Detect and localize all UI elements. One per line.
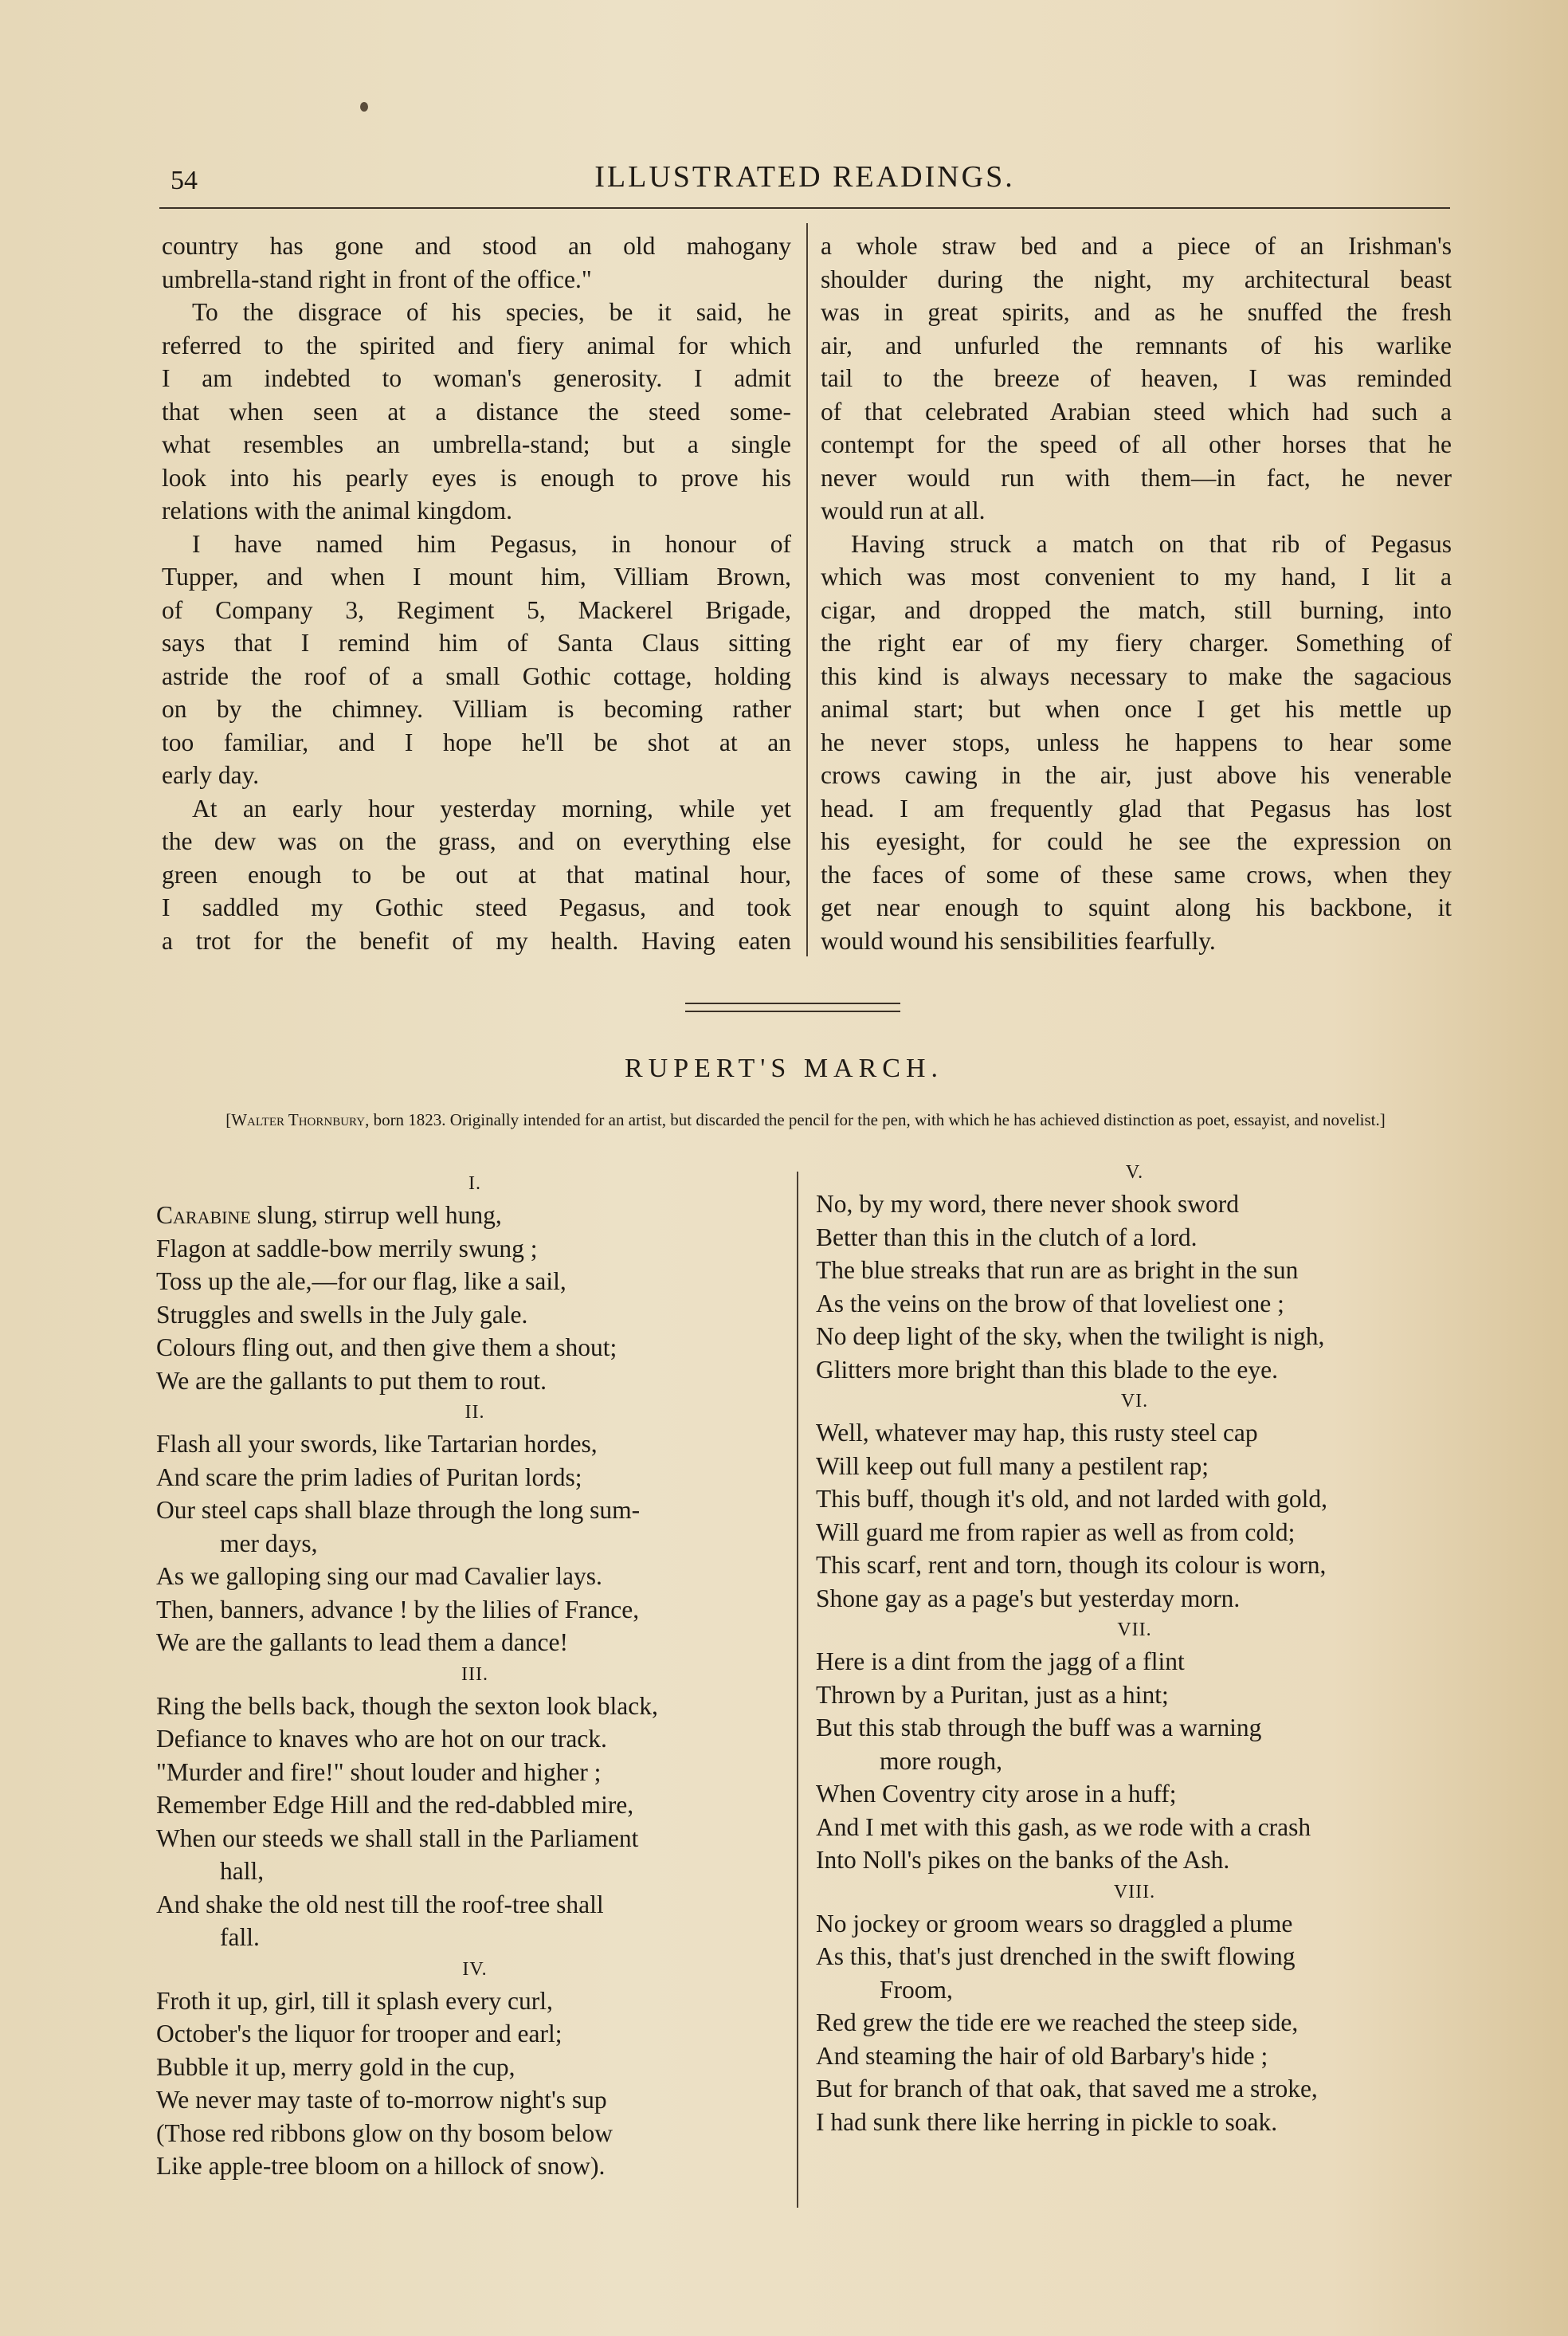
verse-line: [816, 1416, 1453, 1450]
text-line: To the disgrace of his species, be it said, he: [192, 298, 791, 326]
verse-line: [156, 1888, 794, 1922]
verse-text: Into Noll's pikes on the banks of the Ash.: [816, 1846, 1230, 1874]
text-line: was in great spirits, and as he snuffed the fresh: [821, 298, 1452, 326]
paragraph: [162, 230, 791, 296]
text-line: the dew was on the grass, and on everything else: [162, 827, 791, 855]
verse-text: Ring the bells back, though the sexton look black,: [156, 1691, 658, 1720]
verse-line: [156, 2083, 794, 2117]
verse-text: As the veins on the brow of that loveliest one ;: [816, 1289, 1284, 1317]
text-line: I saddled my Gothic steed Pegasus, and took: [162, 893, 791, 921]
text-line: astride the roof of a small Gothic cottage, holding: [162, 662, 791, 690]
verse-line: [156, 2051, 794, 2084]
verse-line: [156, 1593, 794, 1627]
verse-line: [816, 2106, 1453, 2139]
text-line: At an early hour yesterday morning, while yet: [192, 794, 791, 823]
text-line: I am indebted to woman's generosity. I admit: [162, 364, 791, 392]
verse-text: Froth it up, girl, till it splash every curl,: [156, 1986, 553, 2015]
verse-line: [816, 1940, 1453, 1973]
paragraph: [821, 230, 1452, 528]
verse-line: [816, 2072, 1453, 2106]
verse-text: Like apple-tree bloom on a hillock of snow).: [156, 2152, 606, 2180]
verse-text: Struggles and swells in the July gale.: [156, 1300, 528, 1329]
text-line: what resembles an umbrella-stand; but a single: [162, 430, 791, 458]
text-line: which was most convenient to my hand, I lit a: [821, 563, 1452, 591]
verse-line: [156, 1232, 794, 1266]
verse-text: Flagon at saddle-bow merrily swung ;: [156, 1234, 538, 1262]
verse-line: [816, 1320, 1453, 1353]
verse-line: [816, 2040, 1453, 2073]
verse-text: "Murder and fire!" shout louder and higher ;: [156, 1757, 602, 1786]
verse-line: [156, 1985, 794, 2018]
verse-text: When our steeds we shall stall in the Parliament: [156, 1824, 639, 1852]
verse-text: But this stab through the buff was a warning: [816, 1714, 1262, 1741]
page-number: 54: [171, 166, 198, 195]
verse-line: [816, 1516, 1453, 1549]
author-note-text: , born 1823. Originally intended for an artist, but discarded the pencil for the pen, with which he has achieved distinction as poet, essayist, and novelist.]: [365, 1110, 1386, 1129]
verse-line: [156, 1822, 794, 1855]
verse-line: [816, 1811, 1453, 1844]
text-line: his eyesight, for could he see the expression on: [821, 827, 1452, 855]
verse-line: [156, 1690, 794, 1723]
small-caps-word: Carabine: [156, 1201, 251, 1229]
verse-line: [156, 2117, 794, 2150]
verse-text: Toss up the ale,—for our flag, like a sail,: [156, 1267, 566, 1295]
text-line: tail to the breeze of heaven, I was reminded: [821, 364, 1452, 392]
text-line: the faces of some of these same crows, when they: [821, 860, 1452, 889]
verse-text: Colours fling out, and then give them a shout;: [156, 1333, 617, 1361]
text-line: I have named him Pegasus, in honour of: [192, 529, 791, 558]
verse-line: [816, 1843, 1453, 1877]
author-note: [Walter Thornbury, born 1823. Originally intended for an artist, but discarded the pencil for the pen, with which he has achieved distinction as poet, essayist, and novelist.]: [225, 1110, 1386, 1129]
stanza-number: I.: [468, 1173, 481, 1194]
verse-line: [156, 1560, 794, 1593]
text-line: animal start; but when once I get his mettle up: [821, 695, 1452, 723]
running-title: ILLUSTRATED READINGS.: [594, 160, 1015, 194]
text-line: umbrella-stand right in front of the office.": [162, 265, 592, 293]
text-line: get near enough to squint along his backbone, it: [821, 893, 1452, 921]
verse-line: [816, 1777, 1453, 1811]
verse-text: Shone gay as a page's but yesterday morn.: [816, 1584, 1241, 1612]
text-line: country has gone and stood an old mahogany: [162, 232, 791, 260]
verse-line: [156, 1331, 794, 1364]
text-line: a whole straw bed and a piece of an Irishman's: [821, 232, 1452, 260]
verse-text: Remember Edge Hill and the red-dabbled mire,: [156, 1791, 634, 1819]
text-line: air, and unfurled the remnants of his warlike: [821, 331, 1452, 359]
verse-line: [816, 1907, 1453, 1941]
text-line: that when seen at a distance the steed some-: [162, 397, 791, 426]
verse-line: [816, 1450, 1453, 1483]
verse-text: more rough,: [880, 1746, 1002, 1775]
text-line: contempt for the speed of all other horses that he: [821, 430, 1452, 458]
text-line: this kind is always necessary to make the sagacious: [821, 662, 1452, 690]
verse-text: hall,: [220, 1857, 265, 1885]
text-line: a trot for the benefit of my health. Having eaten: [162, 926, 791, 955]
section-rule-top: [685, 1003, 900, 1004]
text-line: he never stops, unless he happens to hear some: [821, 728, 1452, 756]
text-line: on by the chimney. Villiam is becoming rather: [162, 695, 791, 723]
verse-text: Our steel caps shall blaze through the long sum-: [156, 1496, 641, 1524]
prose-column-left: [162, 230, 791, 957]
running-header: [159, 159, 1450, 199]
stanza-number: VII.: [1117, 1619, 1152, 1640]
verse-line: [156, 1494, 794, 1527]
verse-line: [156, 1722, 794, 1756]
paragraph: [162, 792, 791, 958]
verse-text: As we galloping sing our mad Cavalier lays.: [156, 1562, 602, 1590]
verse-text: No deep light of the sky, when the twilight is nigh,: [816, 1322, 1325, 1350]
paragraph: [821, 528, 1452, 958]
text-line: crows cawing in the air, just above his venerable: [821, 761, 1452, 789]
verse-text: And I met with this gash, as we rode with a crash: [816, 1812, 1311, 1841]
verse-text: We are the gallants to put them to rout.: [156, 1366, 547, 1395]
verse-line: [156, 1921, 794, 1954]
header-rule: [159, 207, 1450, 209]
text-line: never would run with them—in fact, he never: [821, 463, 1452, 492]
verse-text: This buff, though it's old, and not larded with gold,: [816, 1485, 1328, 1513]
verse-text: Better than this in the clutch of a lord.: [816, 1223, 1198, 1251]
verse-text: Then, banners, advance ! by the lilies of France,: [156, 1595, 640, 1623]
text-line: too familiar, and I hope he'll be shot at an: [162, 728, 791, 756]
text-line: of that celebrated Arabian steed which had such a: [821, 397, 1452, 426]
verse-text: And shake the old nest till the roof-tree shall: [156, 1890, 604, 1918]
verse-text: I had sunk there like herring in pickle to soak.: [816, 2107, 1278, 2136]
verse-text: Here is a dint from the jagg of a flint: [816, 1647, 1185, 1675]
stanza-number: IV.: [462, 1958, 488, 1980]
text-line: relations with the animal kingdom.: [162, 497, 513, 524]
verse-line: [816, 1482, 1453, 1516]
verse-line: [816, 1973, 1453, 2007]
verse-text: Will guard me from rapier as well as from cold;: [816, 1517, 1296, 1546]
verse-line: [156, 1298, 794, 1332]
verse-line: [156, 2017, 794, 2051]
verse-line: [156, 2150, 794, 2183]
verse-text: No, by my word, there never shook sword: [816, 1190, 1240, 1218]
verse-text: Red grew the tide ere we reached the steep side,: [816, 2008, 1299, 2036]
text-line: of Company 3, Regiment 5, Mackerel Brigade,: [162, 595, 791, 624]
text-line: says that I remind him of Santa Claus sitting: [162, 629, 791, 657]
verse-text: fall.: [220, 1923, 260, 1951]
stanza-number: II.: [465, 1402, 485, 1423]
text-line: early day.: [162, 761, 260, 789]
verse-line: [816, 1287, 1453, 1321]
stanza-number: III.: [461, 1663, 488, 1685]
verse-text: Flash all your swords, like Tartarian hordes,: [156, 1430, 598, 1458]
paragraph: [162, 296, 791, 528]
verse-text: We are the gallants to lead them a dance!: [156, 1628, 568, 1656]
verse-line: [816, 1745, 1453, 1778]
verse-text: (Those red ribbons glow on thy bosom below: [156, 2118, 613, 2147]
verse-text: Carabine slung, stirrup well hung,: [156, 1201, 502, 1229]
verse-line: [816, 1549, 1453, 1582]
stanza-number: V.: [1125, 1162, 1144, 1183]
verse-line: [816, 1254, 1453, 1287]
verse-line: [816, 1711, 1453, 1745]
verse-text: Well, whatever may hap, this rusty steel cap: [816, 1419, 1258, 1447]
verse-text: And scare the prim ladies of Puritan lords;: [156, 1462, 582, 1491]
text-line: the right ear of my fiery charger. Something of: [821, 629, 1452, 657]
text-line: green enough to be out at that matinal hour,: [162, 860, 791, 889]
section-rule-bottom: [685, 1011, 900, 1012]
text-line: cigar, and dropped the match, still burning, into: [821, 595, 1452, 624]
verse-text: Will keep out full many a pestilent rap;: [816, 1451, 1209, 1480]
text-line: head. I am frequently glad that Pegasus has lost: [821, 794, 1452, 823]
verse-line: [816, 1582, 1453, 1616]
paragraph: [162, 528, 791, 792]
ink-speck: [360, 102, 368, 112]
verse-text: The blue streaks that run are as bright in the sun: [816, 1256, 1299, 1284]
verse-line: [156, 1427, 794, 1461]
stanza-number: VIII.: [1113, 1881, 1156, 1902]
poem-title: RUPERT'S MARCH.: [624, 1054, 944, 1083]
verse-text: When Coventry city arose in a huff;: [816, 1780, 1177, 1808]
verse-text: We never may taste of to-morrow night's sup: [156, 2086, 607, 2114]
text-line: would run at all.: [821, 497, 986, 524]
verse-line: [156, 1626, 794, 1659]
verse-line: [816, 1678, 1453, 1712]
text-line: referred to the spirited and fiery animal for which: [162, 331, 791, 359]
verse-text: And steaming the hair of old Barbary's hide ;: [816, 2041, 1268, 2070]
verse-line: [816, 1188, 1453, 1221]
verse-line: [156, 1199, 794, 1232]
text-line: shoulder during the night, my architectural beast: [821, 265, 1452, 293]
column-divider-top: [806, 223, 808, 956]
column-divider-bottom: [797, 1172, 798, 2208]
prose-column-right: [821, 230, 1452, 957]
verse-line: [156, 1461, 794, 1494]
verse-line: [156, 1265, 794, 1298]
text-line: Tupper, and when I mount him, Villiam Brown,: [162, 563, 791, 591]
verse-line: [816, 1645, 1453, 1678]
text-line: Having struck a match on that rib of Pegasus: [851, 529, 1452, 558]
verse-text: Thrown by a Puritan, just as a hint;: [816, 1680, 1169, 1709]
text-line: would wound his sensibilities fearfully.: [821, 926, 1216, 955]
verse-text: No jockey or groom wears so draggled a plume: [816, 1909, 1293, 1938]
poem-column-right: [816, 1157, 1453, 2138]
text-line: look into his pearly eyes is enough to prove his: [162, 463, 791, 492]
verse-text: Bubble it up, merry gold in the cup,: [156, 2052, 515, 2081]
verse-text: Glitters more bright than this blade to the eye.: [816, 1355, 1278, 1384]
verse-text: mer days,: [220, 1529, 318, 1557]
verse-line: [816, 1353, 1453, 1387]
verse-line: [156, 1756, 794, 1789]
verse-line: [816, 1221, 1453, 1254]
verse-text: But for branch of that oak, that saved me a stroke,: [816, 2075, 1318, 2102]
verse-line: [156, 1855, 794, 1888]
verse-text: October's the liquor for trooper and earl;: [156, 2020, 563, 2047]
verse-line: [156, 1527, 794, 1561]
poem-column-left: [156, 1168, 794, 2183]
verse-text: Froom,: [880, 1975, 953, 2004]
author-name: Walter Thornbury: [231, 1110, 366, 1129]
verse-line: [156, 1788, 794, 1822]
verse-text: As this, that's just drenched in the swift flowing: [816, 1942, 1296, 1970]
verse-line: [816, 2006, 1453, 2040]
verse-line: [156, 1364, 794, 1398]
stanza-number: VI.: [1120, 1391, 1149, 1411]
verse-text: This scarf, rent and torn, though its colour is worn,: [816, 1551, 1327, 1579]
verse-text: Defiance to knaves who are hot on our track.: [156, 1725, 607, 1753]
